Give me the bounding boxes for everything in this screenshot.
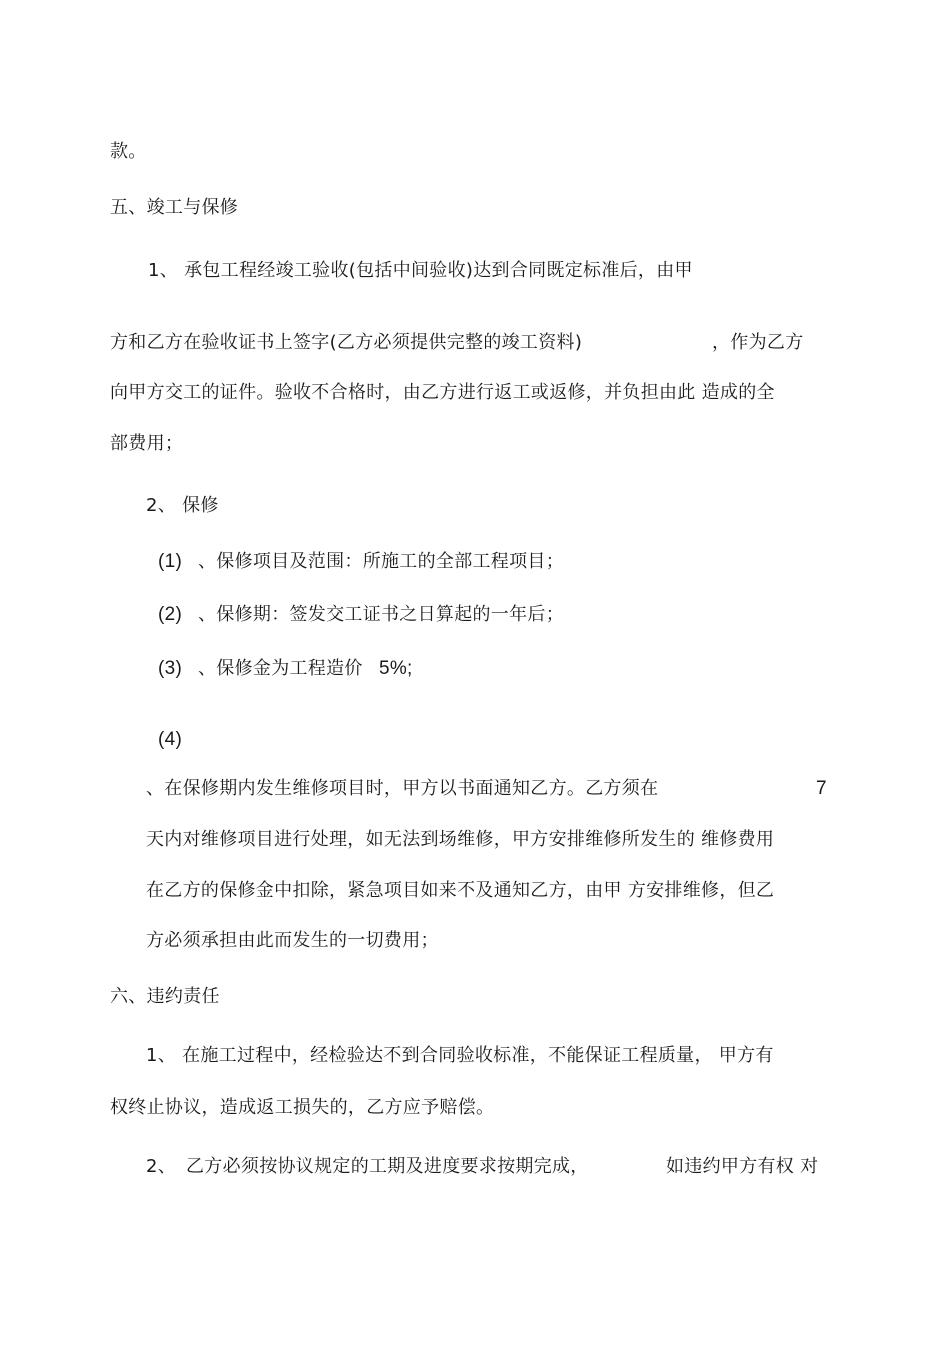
list-item: 、在保修期内发生维修项目时，甲方以书面通知乙方。乙方须在 [146,778,659,799]
paragraph-line: 款。 [110,141,147,162]
paragraph-line: 乙方必须按协议规定的工期及进度要求按期完成， [186,1156,589,1177]
paragraph-line: 方必须承担由此而发生的一切费用； [146,930,439,951]
item-number: (4) [158,729,183,750]
paragraph-line: ，作为乙方 [712,332,804,353]
paragraph-line: 1、 承包工程经竣工验收(包括中间验收)达到合同既定标准后，由甲 [148,260,693,281]
list-item: 、保修金为工程造价 [198,658,363,679]
list-item: 、保修期：签发交工证书之日算起的一年后； [198,604,564,625]
paragraph-line: 在乙方的保修金中扣除，紧急项目如来不及通知乙方，由甲 方安排维修，但乙 [146,880,775,901]
paragraph-line: 向甲方交工的证件。验收不合格时，由乙方进行返工或返修，并负担由此 造成的全 [110,382,775,403]
item-number: (3) [158,658,183,679]
paragraph-line: 2、 [146,1156,177,1177]
paragraph-line: 如违约甲方有权 对 [666,1156,819,1177]
paragraph-line: 方和乙方在验收证书上签字(乙方必须提供完整的竣工资料) [110,332,583,353]
paragraph-line: 天内对维修项目进行处理，如无法到场维修，甲方安排维修所发生的 维修费用 [146,829,775,850]
percent-value: 5%; [379,658,413,679]
paragraph-line: 1、 在施工过程中，经检验达不到合同验收标准，不能保证工程质量， 甲方有 [146,1045,774,1066]
section-heading: 六、违约责任 [110,986,220,1007]
day-count: 7 [816,778,827,799]
item-number: (1) [158,551,183,572]
item-number: (2) [158,604,183,625]
list-item: 、保修项目及范围：所施工的全部工程项目； [198,551,564,572]
section-heading: 五、竣工与保修 [110,197,239,218]
paragraph-line: 权终止协议，造成返工损失的，乙方应予赔偿。 [110,1097,495,1118]
paragraph-line: 部费用； [110,433,184,454]
subsection-heading: 2、 保修 [146,495,219,516]
